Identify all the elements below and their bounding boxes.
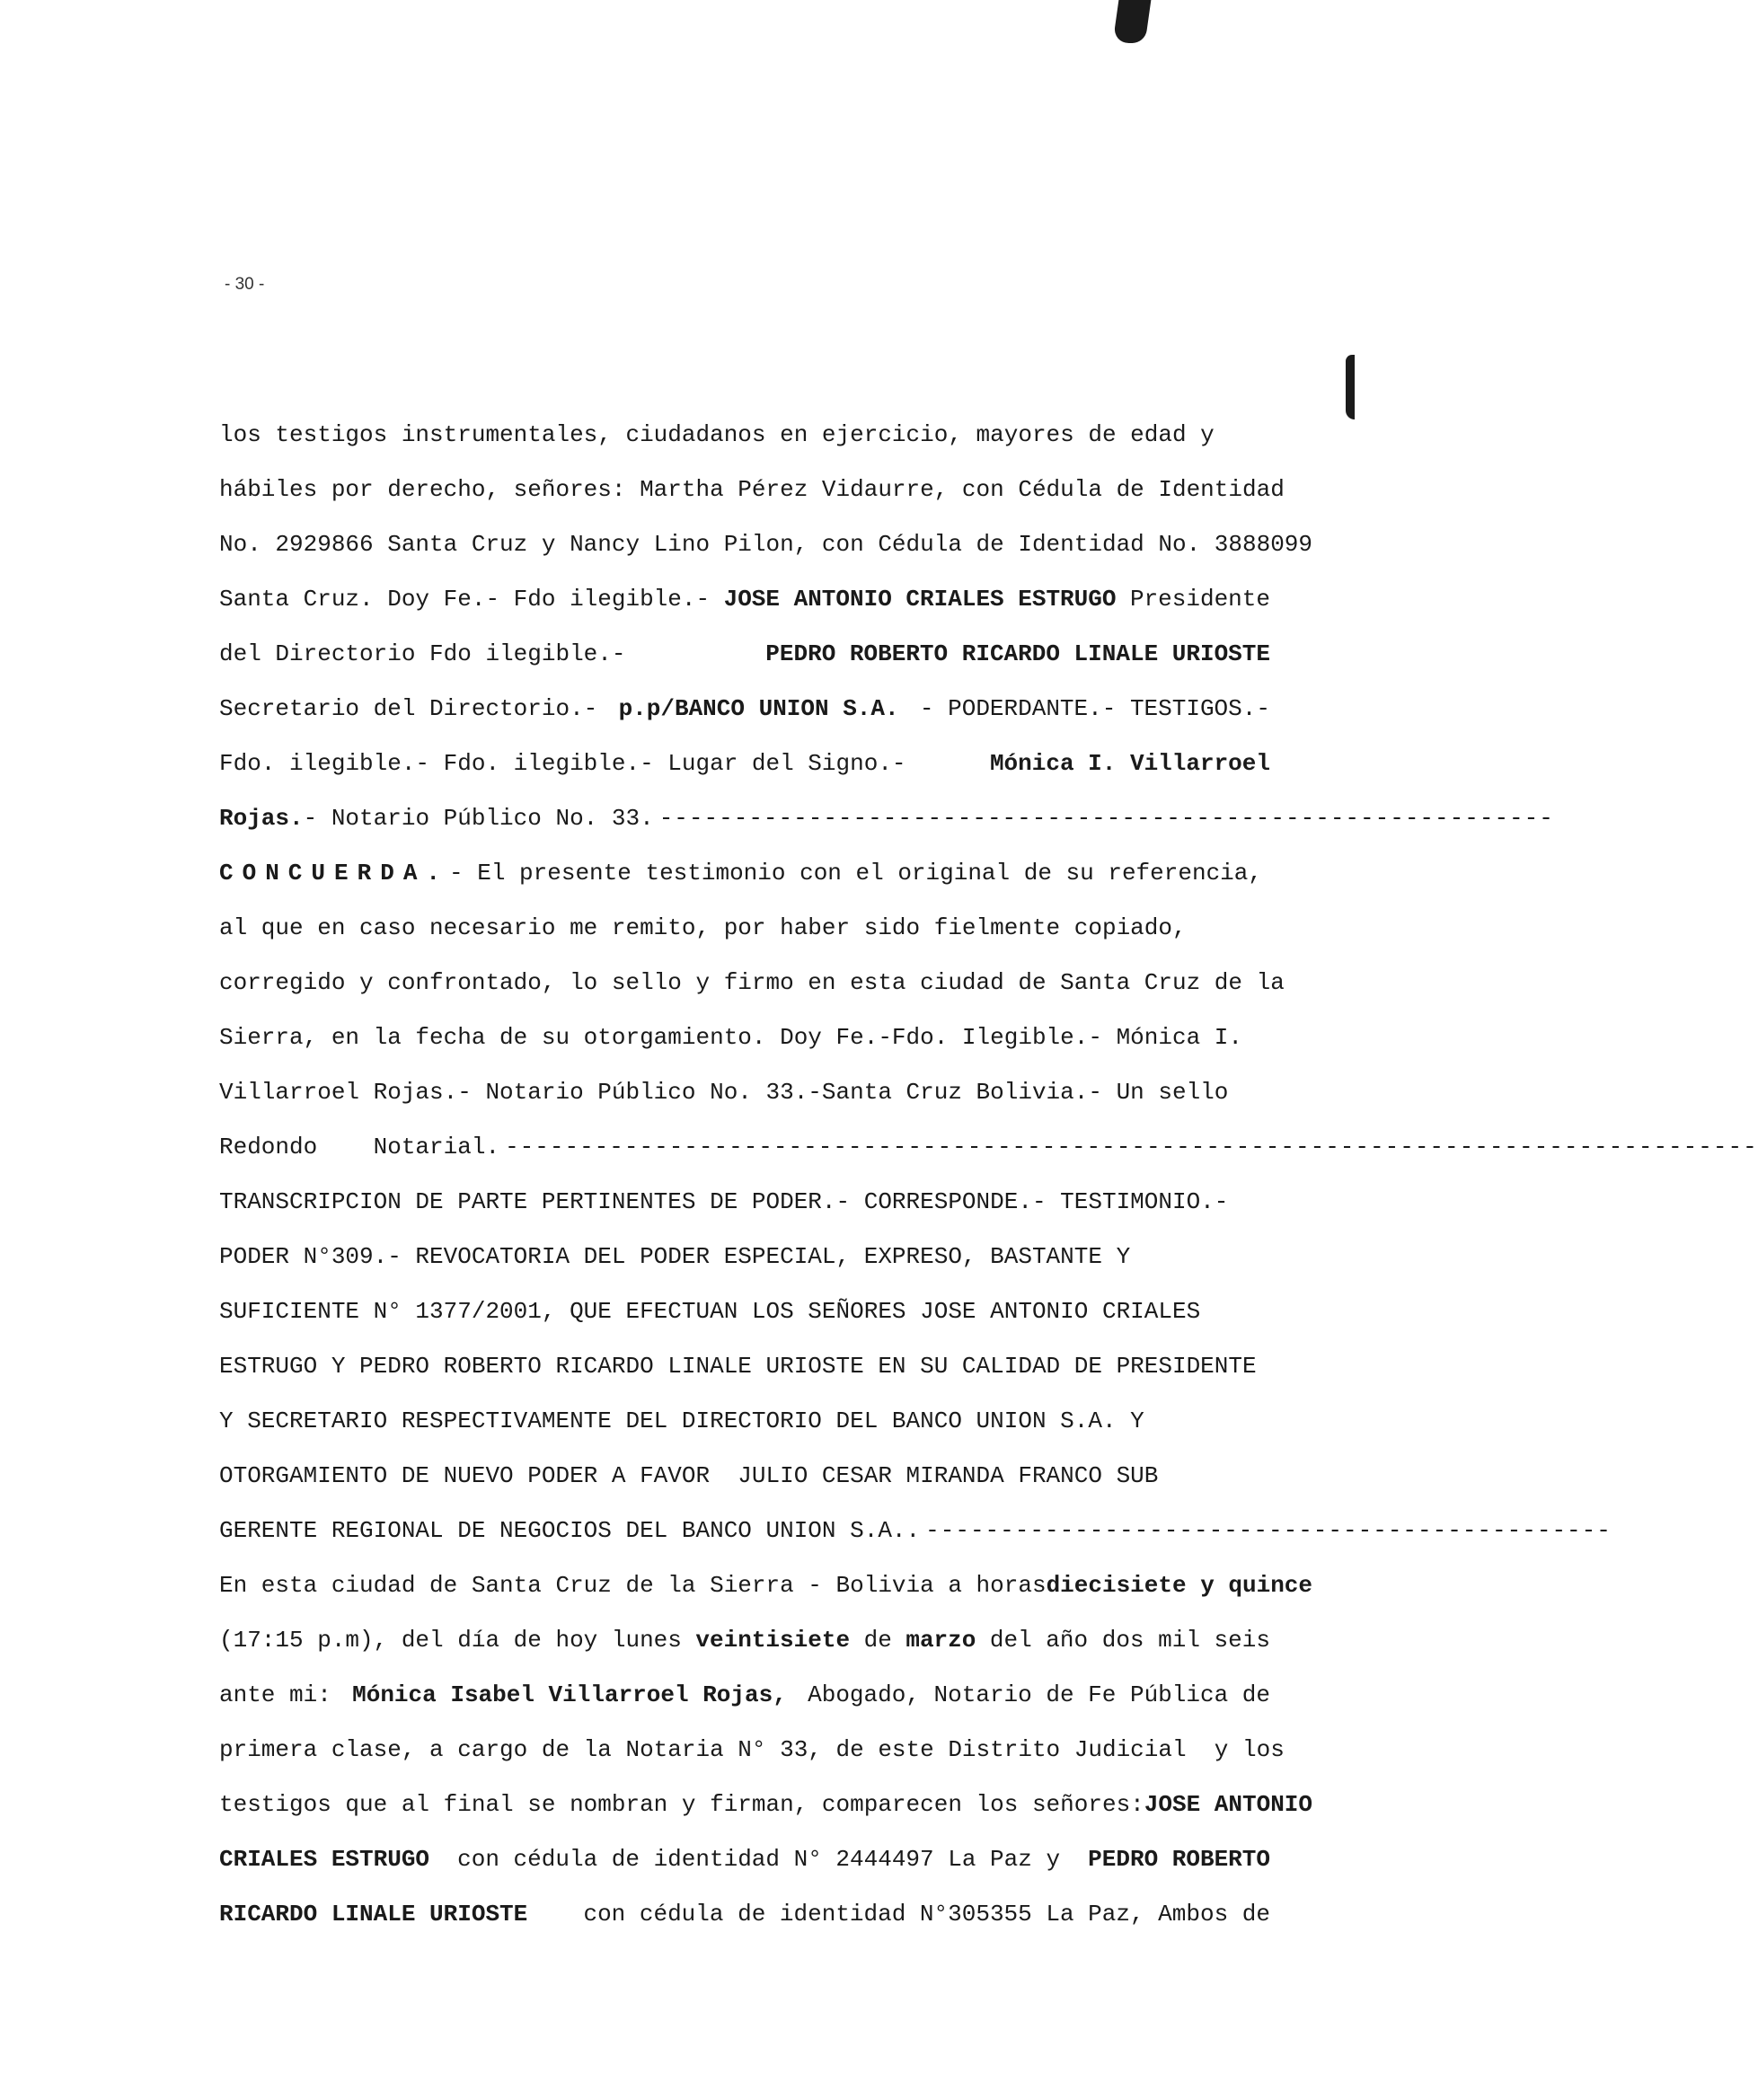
scan-shadow-side [1346, 355, 1355, 419]
text-line [219, 1018, 1270, 1072]
text-line [219, 1511, 1612, 1566]
text-line [219, 634, 1270, 689]
text-segment: - Notario Público No. 33. [303, 805, 654, 832]
dash-filler: ------------------------------------------------------------ [658, 805, 1554, 832]
text-line [219, 908, 1270, 963]
text-line [219, 1894, 1270, 1949]
text-segment: ESTRUGO Y PEDRO ROBERTO RICARDO LINALE URIOSTE EN SU CALIDAD DE PRESIDENTE [219, 1353, 1257, 1380]
concuerda-heading: CONCUERDA. [219, 860, 450, 887]
appearer-surname: RICARDO LINALE URIOSTE [219, 1901, 528, 1928]
text-line [219, 689, 1270, 744]
text-line [219, 1182, 1270, 1237]
time-words: diecisiete y quince [1046, 1572, 1313, 1599]
notary-name: Mónica I. Villarroel [989, 750, 1270, 777]
month-word: marzo [906, 1627, 976, 1654]
text-segment: SUFICIENTE N° 1377/2001, QUE EFECTUAN LOS SEÑORES JOSE ANTONIO CRIALES [219, 1298, 1201, 1325]
text-segment: PODER N°309.- REVOCATORIA DEL PODER ESPECIAL, EXPRESO, BASTANTE Y [219, 1243, 1131, 1270]
appearer-name: JOSE ANTONIO [1144, 1791, 1313, 1818]
text-line [219, 963, 1285, 1018]
text-line [219, 799, 1554, 853]
text-segment: Santa Cruz. Doy Fe.- Fdo ilegible.- [219, 586, 711, 613]
text-segment: TRANSCRIPCION DE PARTE PERTINENTES DE PODER.- CORRESPONDE.- TESTIMONIO.- [219, 1188, 1229, 1215]
text-segment: Fdo. ilegible.- Fdo. ilegible.- Lugar del Signo.- [219, 750, 906, 777]
text-segment: OTORGAMIENTO DE NUEVO PODER A FAVOR JULIO CESAR MIRANDA FRANCO SUB [219, 1462, 1159, 1489]
text-line [219, 1401, 1270, 1456]
text-segment: Redondo Notarial. [219, 1134, 500, 1160]
text-segment: Sierra, en la fecha de su otorgamiento. Doy Fe.-Fdo. Ilegible.- Mónica I. [219, 1024, 1242, 1051]
scan-shadow-top [1113, 0, 1152, 43]
text-segment: los testigos instrumentales, ciudadanos en ejercicio, mayores de edad y [219, 421, 1215, 448]
text-line [219, 579, 1270, 634]
text-segment: - El presente testimonio con el original de su referencia, [449, 860, 1262, 887]
text-line [219, 1237, 1270, 1292]
text-segment: primera clase, a cargo de la Notaria N° 33, de este Distrito Judicial y los [219, 1736, 1285, 1763]
text-segment: del Directorio Fdo ilegible.- [219, 640, 626, 667]
text-segment: con cédula de identidad N°305355 La Paz, Ambos de [583, 1901, 1270, 1928]
appearer-surname: CRIALES ESTRUGO [219, 1846, 430, 1873]
text-segment: del año dos mil seis [989, 1627, 1270, 1654]
text-line [219, 1620, 1270, 1675]
text-segment: Presidente [1129, 586, 1270, 613]
text-segment: con cédula de identidad N° 2444497 La Paz y [457, 1846, 1061, 1873]
text-line [219, 1127, 1758, 1182]
text-segment: Abogado, Notario de Fe Pública de [808, 1681, 1270, 1708]
day-words: veintisiete [695, 1627, 851, 1654]
text-segment: No. 2929866 Santa Cruz y Nancy Lino Pilon, con Cédula de Identidad No. 3888099 [219, 531, 1312, 558]
text-segment: hábiles por derecho, señores: Martha Pérez Vidaurre, con Cédula de Identidad [219, 476, 1285, 503]
dash-filler: ------------------------------------------------------------------------------------ [505, 1134, 1758, 1160]
text-segment: testigos que al final se nombran y firman, comparecen los señores: [219, 1791, 1144, 1818]
text-segment: (17:15 p.m), del día de hoy lunes [219, 1627, 682, 1654]
text-segment: corregido y confrontado, lo sello y firmo en esta ciudad de Santa Cruz de la [219, 969, 1285, 996]
text-segment: de [863, 1627, 892, 1654]
bank-name: p.p/BANCO UNION S.A. [618, 695, 899, 722]
secretary-name: PEDRO ROBERTO RICARDO LINALE URIOSTE [765, 640, 1270, 667]
text-line [219, 1730, 1285, 1785]
dash-filler: ---------------------------------------------- [925, 1517, 1612, 1544]
text-line [219, 1785, 1313, 1840]
text-line [219, 1675, 1270, 1730]
text-line [219, 744, 1270, 799]
text-line [219, 1566, 1313, 1620]
text-line [219, 1292, 1270, 1346]
text-line [219, 525, 1312, 579]
text-segment: Secretario del Directorio.- [219, 695, 598, 722]
text-line [219, 1456, 1270, 1511]
text-segment: En esta ciudad de Santa Cruz de la Sierra - Bolivia a horas [219, 1572, 1047, 1599]
president-name: JOSE ANTONIO CRIALES ESTRUGO [723, 586, 1117, 613]
text-segment: ante mi: [219, 1681, 331, 1708]
appearer-name: PEDRO ROBERTO [1088, 1846, 1270, 1873]
text-line [219, 1072, 1270, 1127]
notary-full-name: Mónica Isabel Villarroel Rojas, [352, 1681, 787, 1708]
text-line [219, 1840, 1270, 1894]
text-segment: Villarroel Rojas.- Notario Público No. 33.-Santa Cruz Bolivia.- Un sello [219, 1079, 1229, 1106]
document-body [219, 415, 1758, 1949]
text-segment: Y SECRETARIO RESPECTIVAMENTE DEL DIRECTORIO DEL BANCO UNION S.A. Y [219, 1407, 1144, 1434]
text-segment: - PODERDANTE.- TESTIGOS.- [919, 695, 1270, 722]
text-line [219, 853, 1270, 908]
text-line [219, 1346, 1270, 1401]
text-segment: al que en caso necesario me remito, por haber sido fielmente copiado, [219, 914, 1187, 941]
text-segment: GERENTE REGIONAL DE NEGOCIOS DEL BANCO UNION S.A.. [219, 1517, 921, 1544]
text-line [219, 415, 1270, 470]
text-line [219, 470, 1285, 525]
page-number: - 30 - [225, 275, 265, 294]
notary-surname: Rojas. [219, 805, 304, 832]
